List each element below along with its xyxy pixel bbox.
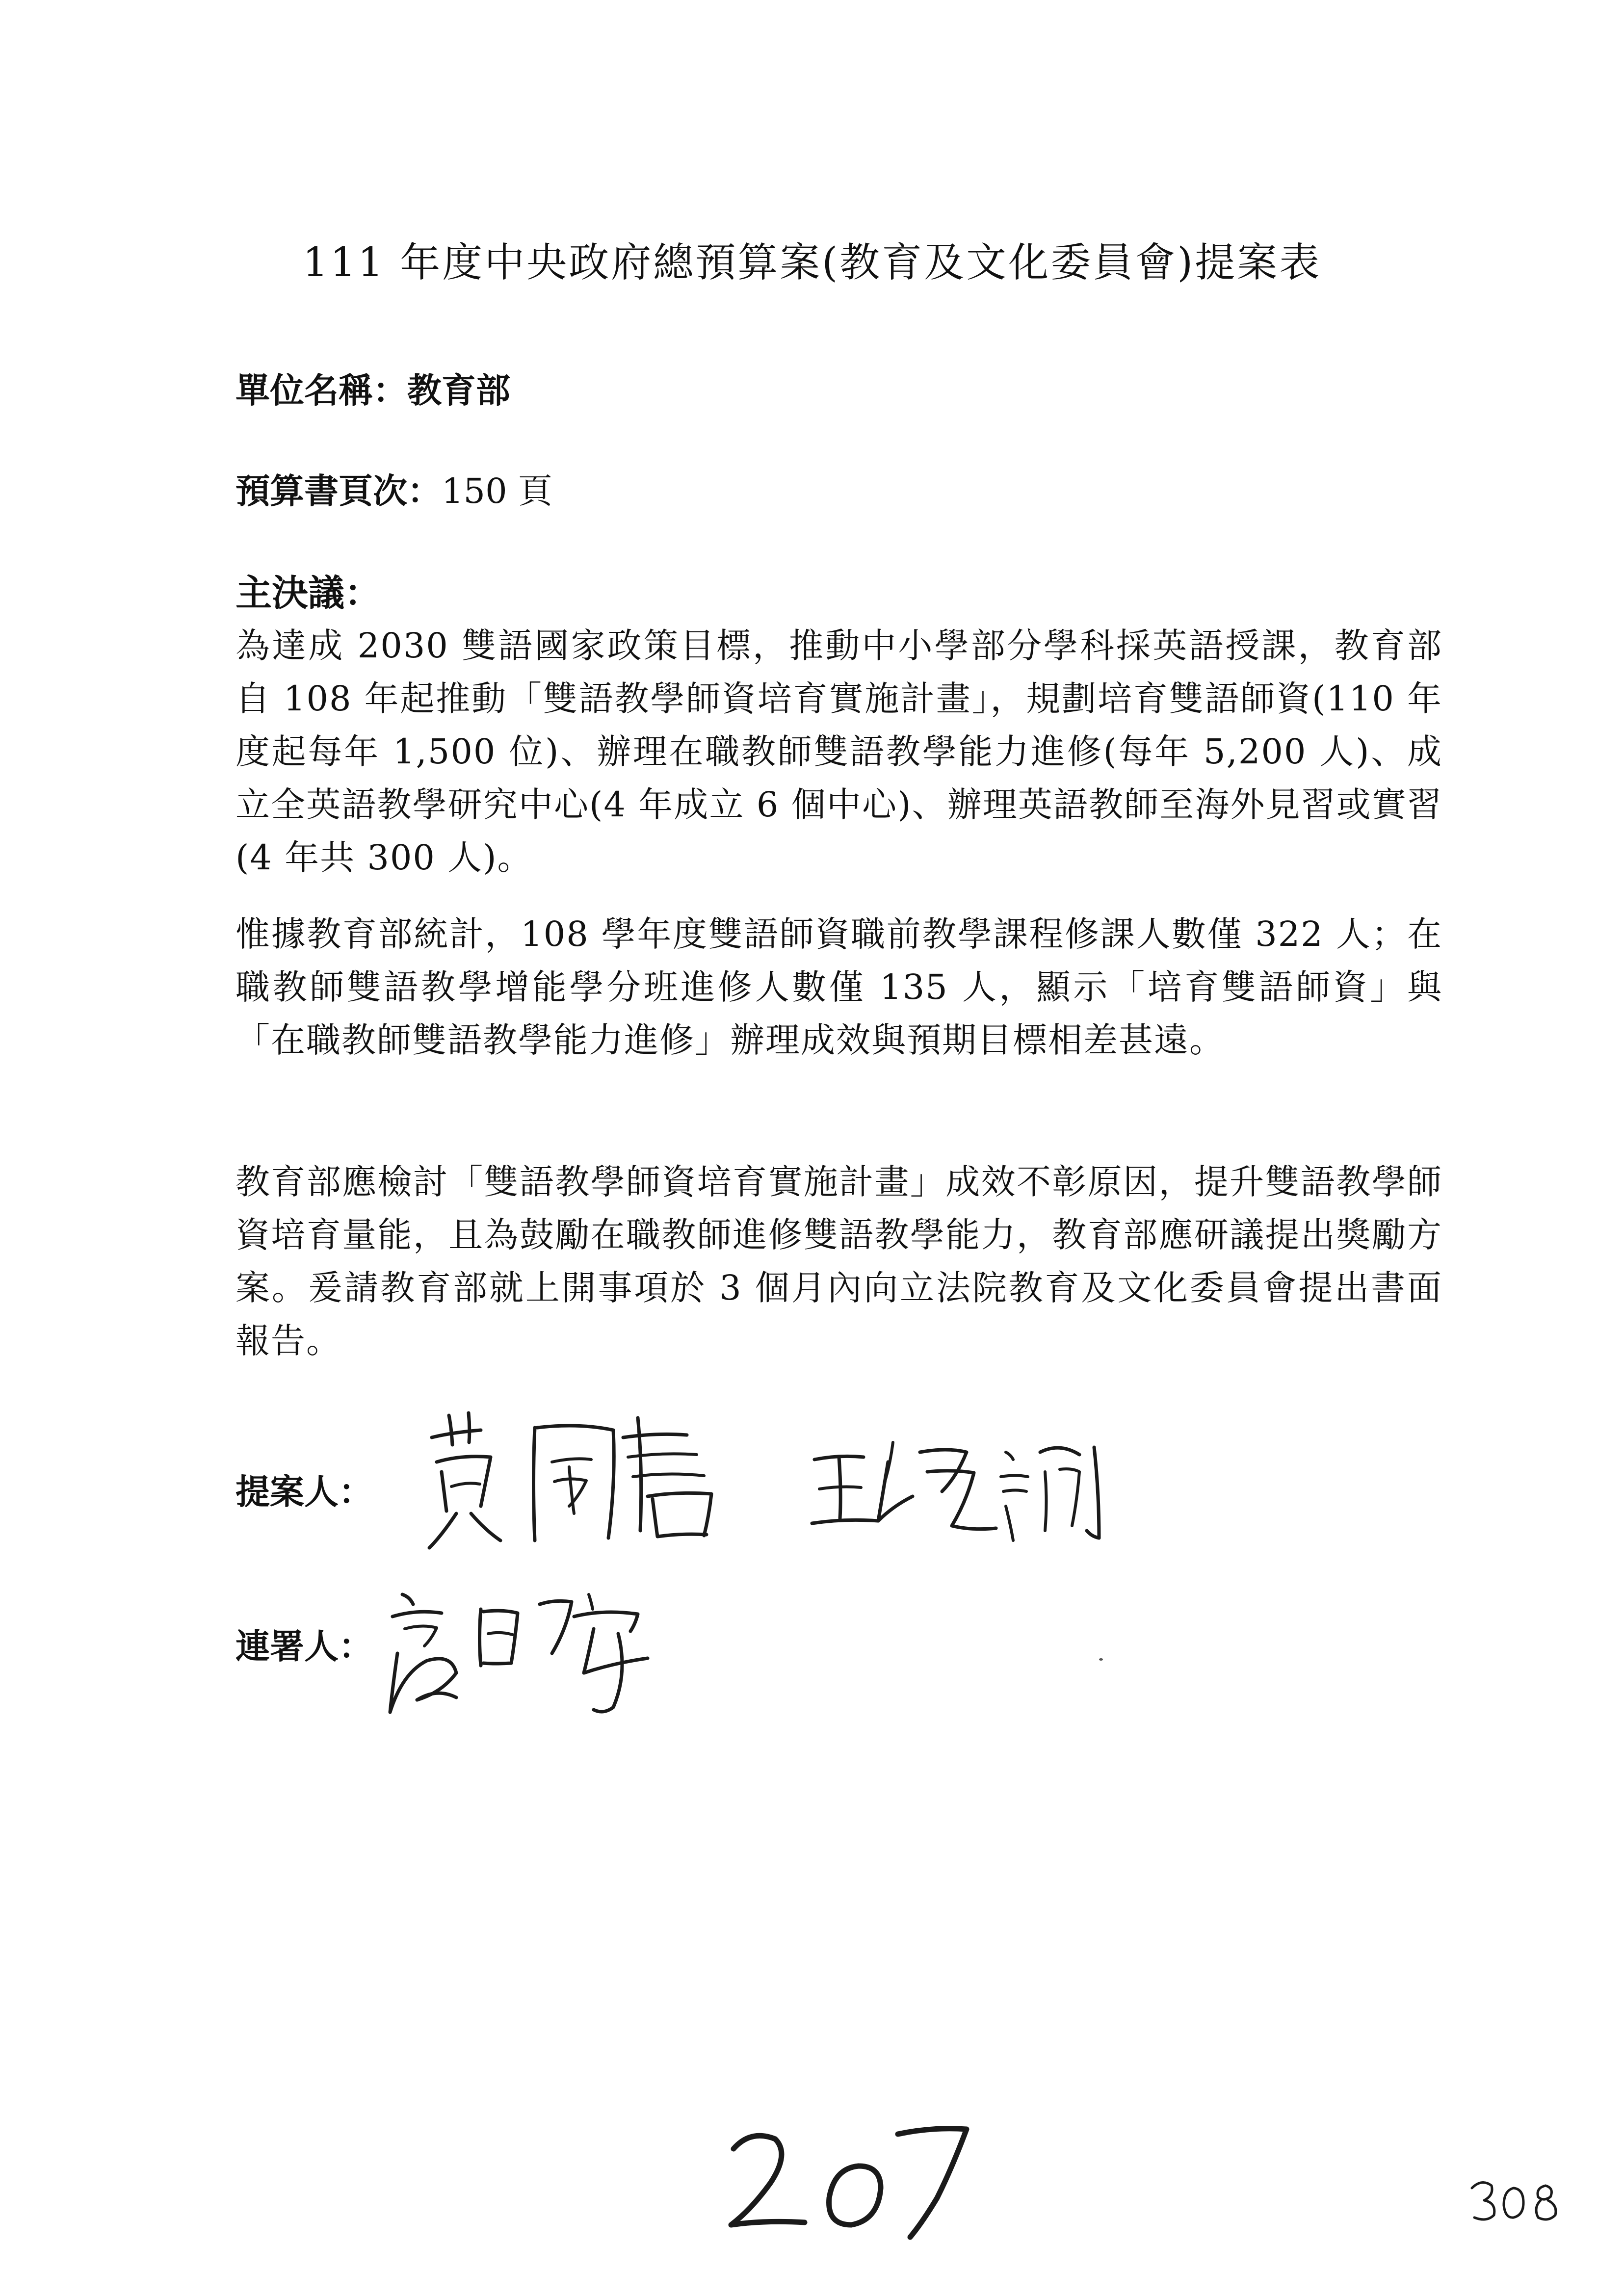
document-title: 111 年度中央政府總預算案(教育及文化委員會)提案表 bbox=[302, 239, 1322, 286]
budget-page-value: 150 頁 bbox=[442, 471, 552, 511]
scan-speck bbox=[1099, 1658, 1103, 1661]
main-resolution-heading: 主決議： bbox=[236, 572, 381, 614]
resolution-paragraph-1: 為達成 2030 雙語國家政策目標，推動中小學部分學科採英語授課，教育部自 108 年起推動「雙語教學師資培育實施計畫」，規劃培育雙語師資(110 年度起每年 1,500 位)、辦理在職教師雙語教學能力進修(每年 5,200 人)、成立全英語教學研究中心(4 年成立 6 個中心)、辦理英語教師至海外見習或實習(4 年共 300 人)。 bbox=[236, 626, 1442, 878]
proposer-label: 提案人： bbox=[236, 1471, 373, 1512]
cosigner-signature bbox=[383, 1575, 667, 1722]
proposer-signature-2 bbox=[805, 1433, 1109, 1545]
budget-page-field bbox=[236, 464, 552, 513]
unit-label: 單位名稱： bbox=[236, 370, 407, 411]
resolution-paragraph-3: 教育部應檢討「雙語教學師資培育實施計畫」成效不彰原因，提升雙語教學師資培育量能，且為鼓勵在職教師進修雙語教學能力，教育部應研議提出獎勵方案。爰請教育部就上開事項於 3 個月內向立法院教育及文化委員會提出書面報告。 bbox=[236, 1162, 1442, 1361]
cosigner-label: 連署人： bbox=[236, 1626, 373, 1667]
budget-page-label: 預算書頁次： bbox=[236, 470, 442, 511]
resolution-paragraph-2: 惟據教育部統計，108 學年度雙語師資職前教學課程修課人數僅 322 人；在職教師雙語教學增能學分班進修人數僅 135 人，顯示「培育雙語師資」與「在職教師雙語教學能力進修」辦理成效與預期目標相差甚遠。 bbox=[236, 914, 1442, 1060]
handwritten-page-number bbox=[721, 2119, 976, 2242]
proposer-signature-1 bbox=[422, 1408, 726, 1555]
unit-value: 教育部 bbox=[407, 370, 510, 411]
handwritten-page-number-small bbox=[1467, 2173, 1565, 2227]
unit-field bbox=[236, 363, 510, 413]
